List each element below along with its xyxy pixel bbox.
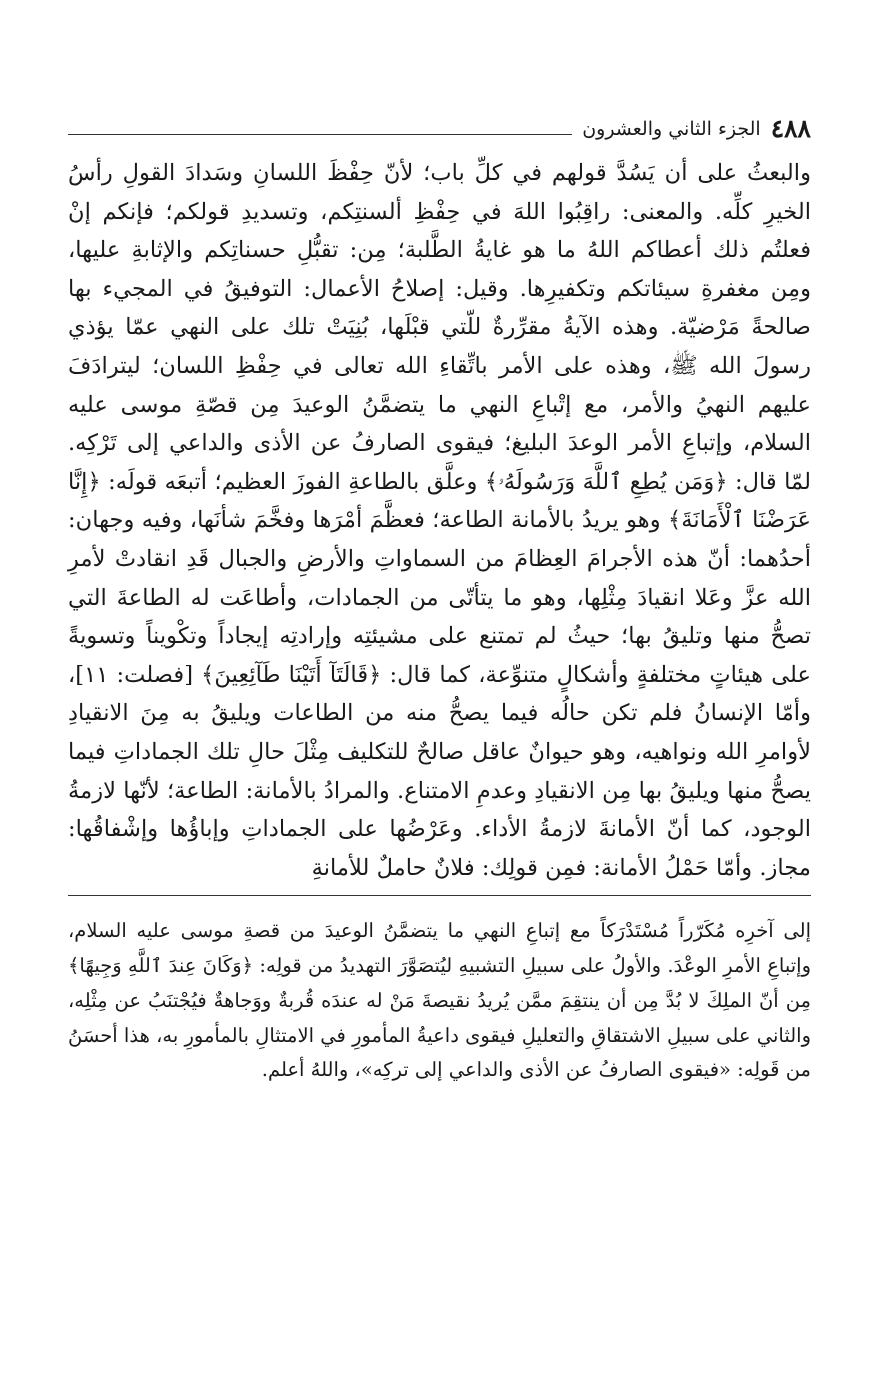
footnote-paragraph: إلى آخرِه مُكَرّراً مُسْتَدْرَكاً مع إتباعِ النهي ما يتضمَّنُ الوعيدَ من قصةِ موسى عليه السلام، وإتباعِ الأمرِ الوعْدَ. والأولُ على سبيلِ التشبيهِ ليُتصَوَّرَ التهديدُ من قولِه: ﴿وَكَانَ عِندَ ٱللَّهِ وَجِيهًا﴾ مِن أنّ الملِكَ لا بُدَّ مِن أن ينتقِمَ ممَّن يُريدُ نقيصةَ مَنْ له عندَه قُربةٌ ووَجاهةٌ فيُجْتنَبُ عن مِثْلِه، والثاني على سبيلِ الاشتقاقِ والتعليلِ فيقوى داعيةُ المأمورِ في الامتثالِ بالمأمورِ به، هذا أحسَنُ من قَولِه: «فيقوى الصارفُ عن الأذى والداعي إلى تركِه»، واللهُ أعلم.: [68, 919, 811, 1082]
part-title: الجزء الثاني والعشرون: [582, 118, 761, 140]
running-header: [68, 108, 811, 144]
book-page: [68, 108, 811, 1088]
main-text: [68, 154, 811, 887]
page-number: ٤٨٨: [770, 114, 811, 143]
footnotes: [68, 914, 811, 1088]
footnote-separator: [68, 895, 811, 896]
main-paragraph: والبعثُ على أن يَسُدَّ قولهم في كلِّ باب؛ لأنّ حِفْظَ اللسانِ وسَدادَ القولِ رأسُ الخيرِ كلِّه. والمعنى: راقِبُوا اللهَ في حِفْظِ ألسنتِكم، وتسديدِ قولكم؛ فإنكم إنْ فعلتُم ذلك أعطاكم اللهُ ما هو غايةُ الطَّلبة؛ مِن: تقبُّلِ حسناتِكم والإثابةِ عليها، ومِن مغفرةِ سيئاتكم وتكفيرِها. وقيل: إصلاحُ الأعمال: التوفيقُ في المجيء بها صالحةً مَرْضيّة. وهذه الآيةُ مقرِّرةٌ للّتي قبْلَها، بُنِيَتْ تلك على النهي عمّا يؤذي رسولَ الله ﷺ، وهذه على الأمر باتِّقاءِ الله تعالى في حِفْظِ اللسان؛ ليترادَفَ عليهم النهيُ والأمر، مع إتْباعِ النهي ما يتضمَّنُ الوعيدَ مِن قصّةِ موسى عليه السلام، وإتباعِ الأمر الوعدَ البليغ؛ فيقوى الصارفُ عن الأذى والداعي إلى تَرْكِه. لمّا قال: ﴿وَمَن يُطِعِ ٱللَّهَ وَرَسُولَهُۥ﴾ وعلَّق بالطاعةِ الفوزَ العظيم؛ أتبعَه قولَه: ﴿إِنَّا عَرَضْنَا ٱلْأَمَانَةَ﴾ وهو يريدُ بالأمانة الطاعة؛ فعظَّمَ أمْرَها وفخَّمَ شأنَها، وفيه وجهان: أحدُهما: أنّ هذه الأجرامَ العِظامَ من السماواتِ والأرضِ والجبال قَدِ انقادتْ لأمرِ الله عزَّ وعَلا انقيادَ مِثْلِها، وهو ما يتأتّى من الجمادات، وأطاعَت له الطاعةَ التي تصحُّ منها وتليقُ بها؛ حيثُ لم تمتنع على مشيئتِه وإرادتِه إيجاداً وتكْويناً وتسويةً على هيئاتٍ مختلفةٍ وأشكالٍ متنوِّعة، كما قال: ﴿قَالَتَآ أَتَيْنَا طَآئِعِينَ﴾ [فصلت: ١١]، وأمّا الإنسانُ فلم تكن حالُه فيما يصحُّ منه من الطاعات ويليقُ به مِنَ الانقيادِ لأوامرِ الله ونواهيه، وهو حيوانٌ عاقل صالحٌ للتكليف مِثْلَ حالِ تلك الجماداتِ فيما يصحُّ منها ويليقُ بها مِن الانقيادِ وعدمِ الامتناع. والمرادُ بالأمانة: الطاعة؛ لأنّها لازمةُ الوجود، كما أنّ الأمانةَ لازمةُ الأداء. وعَرْضُها على الجماداتِ وإباؤُها وإشْفاقُها: مجاز. وأمّا حَمْلُ الأمانة: فمِن قولِك: فلانٌ حاملٌ للأمانةِ: [68, 160, 811, 881]
header-rule: [68, 134, 572, 135]
